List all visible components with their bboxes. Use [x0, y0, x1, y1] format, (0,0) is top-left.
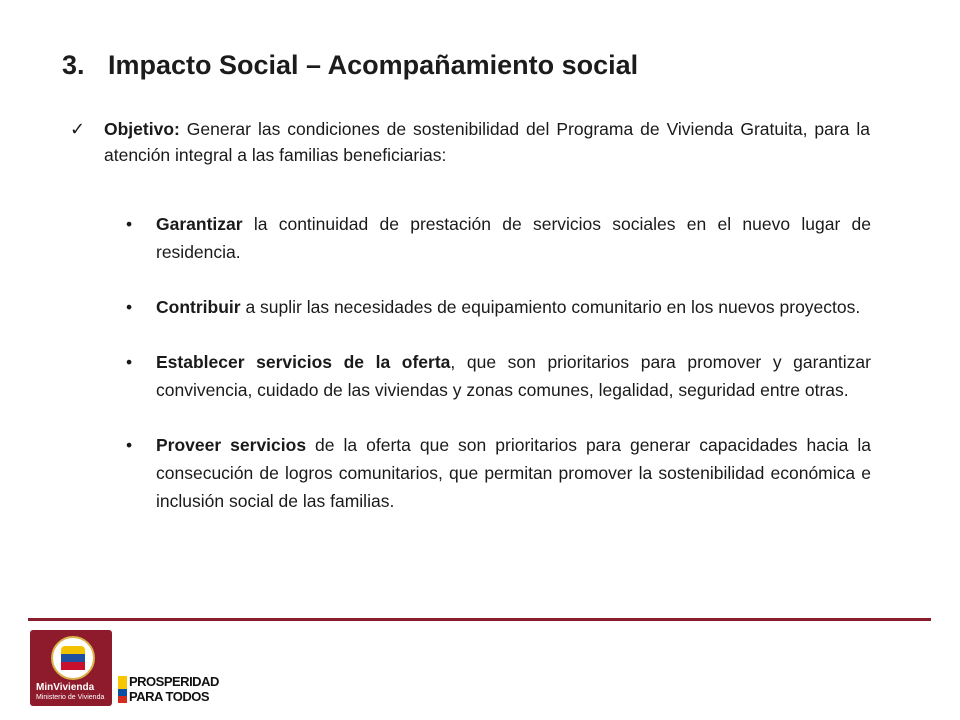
title-number: 3.: [62, 50, 85, 80]
bullet-bold: Contribuir: [156, 297, 241, 317]
bullet-bold: Garantizar: [156, 214, 243, 234]
ministry-name: MinVivienda: [36, 682, 95, 693]
ministry-logo: [30, 630, 112, 706]
objective-body: Generar las condiciones de sostenibilidad del Programa de Vivienda Gratuita, para la atención integral a las familias beneficiarias:: [104, 119, 870, 165]
bullet-text: , que son prioritarios para promover y garantizar convivencia, cuidado de las viviendas y zonas comunes, legalidad, seguridad entre otras.: [156, 352, 871, 400]
list-item: [126, 293, 871, 321]
bullet-bold: Establecer servicios de la oferta: [156, 352, 451, 372]
slide-title: [62, 50, 638, 81]
bullet-list: [126, 210, 871, 542]
bullet-icon: •: [126, 352, 133, 372]
coat-of-arms-icon: [51, 636, 95, 680]
bullet-icon: •: [126, 435, 133, 455]
bullet-icon: •: [126, 297, 133, 317]
bullet-icon: •: [126, 214, 133, 234]
bullet-text: la continuidad de prestación de servicios sociales en el nuevo lugar de residencia.: [156, 214, 871, 262]
bullet-text: a suplir las necesidades de equipamiento comunitario en los nuevos proyectos.: [240, 297, 861, 317]
ministry-subtitle: Ministerio de Vivienda: [36, 694, 105, 701]
prosperidad-text: [129, 674, 219, 704]
bullet-text: de la oferta que son prioritarios para generar capacidades hacia la consecución de logros comunitarios, que permitan promover la sostenibilidad económica e inclusión social de las familias.: [156, 435, 871, 511]
title-text: Impacto Social – Acompañamiento social: [108, 50, 639, 80]
list-item: [126, 348, 871, 404]
list-item: [126, 210, 871, 266]
objective-text: [104, 116, 870, 168]
list-item: [126, 431, 871, 515]
objective-label: Objetivo:: [104, 119, 180, 139]
checkmark-icon: ✓: [70, 119, 86, 139]
flag-bar-icon: [118, 676, 127, 703]
prosperidad-line1: PROSPERIDAD: [129, 674, 219, 689]
prosperidad-line2: PARA TODOS: [129, 689, 209, 704]
objective-block: [70, 116, 870, 168]
footer-divider: [28, 618, 931, 621]
bullet-bold: Proveer servicios: [156, 435, 307, 455]
